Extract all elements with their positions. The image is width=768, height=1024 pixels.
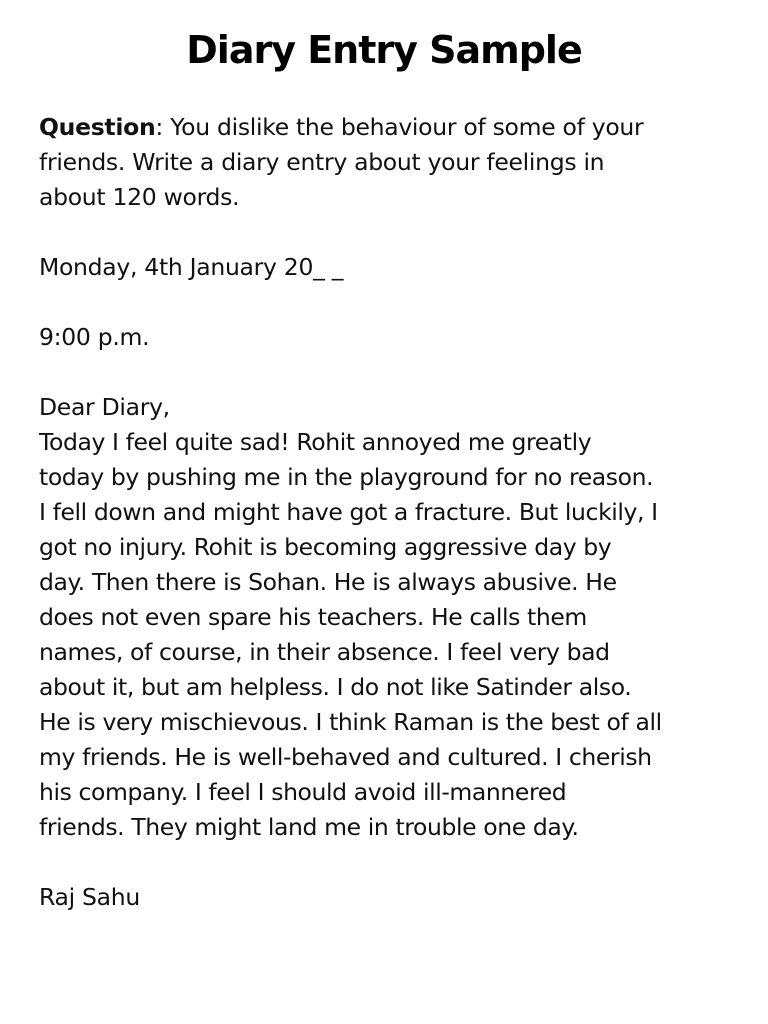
body-line: friends. They might land me in trouble one day. bbox=[39, 813, 579, 841]
body-line: Today I feel quite sad! Rohit annoyed me greatly bbox=[39, 428, 592, 456]
question-label: Question bbox=[39, 113, 156, 141]
body-line: I fell down and might have got a fracture. But luckily, I bbox=[39, 498, 658, 526]
question-line-1 bbox=[39, 112, 643, 142]
signature: Raj Sahu bbox=[39, 883, 140, 911]
salutation: Dear Diary, bbox=[39, 393, 170, 421]
question-text-1: : You dislike the behaviour of some of your bbox=[155, 113, 644, 141]
page-title: Diary Entry Sample bbox=[186, 28, 582, 72]
body-line: does not even spare his teachers. He calls them bbox=[39, 603, 587, 631]
body-line: day. Then there is Sohan. He is always abusive. He bbox=[39, 568, 617, 596]
body-line: my friends. He is well-behaved and cultured. I cherish bbox=[39, 743, 652, 771]
question-line-3: about 120 words. bbox=[39, 183, 240, 211]
body-line: his company. I feel I should avoid ill-mannered bbox=[39, 778, 567, 806]
body-line: today by pushing me in the playground for no reason. bbox=[39, 463, 654, 491]
body-line: names, of course, in their absence. I feel very bad bbox=[39, 638, 610, 666]
entry-date: Monday, 4th January 20_ _ bbox=[39, 253, 344, 281]
body-line: got no injury. Rohit is becoming aggressive day by bbox=[39, 533, 612, 561]
body-line: He is very mischievous. I think Raman is the best of all bbox=[39, 708, 662, 736]
entry-time: 9:00 p.m. bbox=[39, 323, 150, 351]
body-line: about it, but am helpless. I do not like Satinder also. bbox=[39, 673, 632, 701]
question-line-2: friends. Write a diary entry about your feelings in bbox=[39, 148, 605, 176]
